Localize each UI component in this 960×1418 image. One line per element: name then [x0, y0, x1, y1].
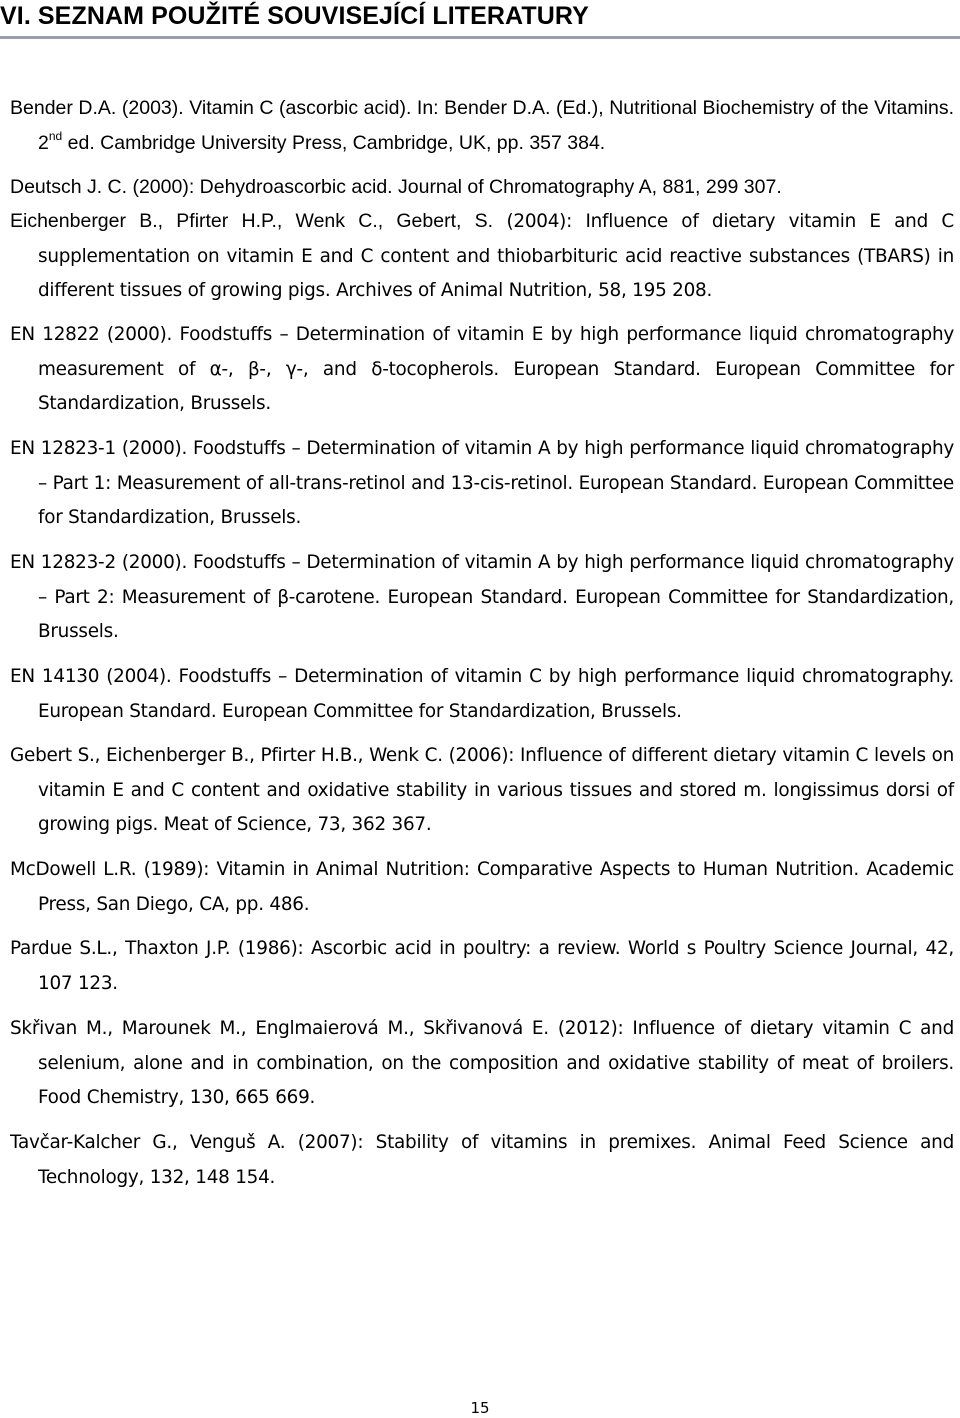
reference-pardue: Pardue S.L., Thaxton J.P. (1986): Ascorbic acid in poultry: a review. World s Poultry Science Journal, 42, 107 123. [10, 938, 954, 994]
page-heading: VI. SEZNAM POUŽITÉ SOUVISEJÍCÍ LITERATURY [0, 2, 589, 30]
reference-gebert: Gebert S., Eichenberger B., Pfirter H.B., Wenk C. (2006): Influence of different dietary vitamin C levels on vitamin E and C content and oxidative stability in various tissues and stored m. longissimus dorsi of growing pigs. Meat of Science, 73, 362 367. [10, 745, 954, 835]
reference-en12823-1: EN 12823-1 (2000). Foodstuffs – Determination of vitamin A by high performance liquid chromatography – Part 1: Measurement of all-trans-retinol and 13-cis-retinol. European Standard. European Committee for Standardization, Brussels. [10, 438, 954, 528]
reference-eichenberger-authors: Eichenberger B., Pfirter H.P., Wenk C., Gebert, S. [10, 210, 494, 232]
reference-bender [10, 91, 954, 160]
ordinal-suffix: nd [48, 128, 63, 143]
page-number: 15 [470, 1399, 490, 1417]
reference-skrivan: Skřivan M., Marounek M., Englmaierová M., Skřivanová E. (2012): Influence of dietary vitamin C and selenium, alone and in combination, on the composition and oxidative stability of meat of broilers. Food Chemistry, 130, 665 669. [10, 1018, 954, 1108]
reference-mcdowell: McDowell L.R. (1989): Vitamin in Animal Nutrition: Comparative Aspects to Human Nutrition. Academic Press, San Diego, CA, pp. 486. [10, 859, 954, 915]
reference-bender-text: Bender D.A. (2003). Vitamin C (ascorbic acid). In: Bender D.A. (Ed.), Nutritional Biochemistry of the Vitamins. 2 [10, 97, 954, 154]
reference-en12822: EN 12822 (2000). Foodstuffs – Determination of vitamin E by high performance liquid chromatography measurement of α-, β-, γ-, and δ-tocopherols. European Standard. European Committee for Standardization, Brussels. [10, 324, 954, 414]
reference-bender-text-end: ed. Cambridge University Press, Cambridge, UK, pp. 357 384. [62, 131, 606, 154]
reference-tavcar: Tavčar-Kalcher G., Venguš A. (2007): Stability of vitamins in premixes. Animal Feed Science and Technology, 132, 148 154. [10, 1132, 954, 1188]
reference-en12823-2: EN 12823-2 (2000). Foodstuffs – Determination of vitamin A by high performance liquid chromatography – Part 2: Measurement of β-carotene. European Standard. European Committee for Standardization, Brussels. [10, 552, 954, 642]
heading-rule [0, 36, 960, 39]
reference-deutsch: Deutsch J. C. (2000): Dehydroascorbic acid. Journal of Chromatography A, 881, 299 307. [10, 176, 782, 198]
reference-eichenberger-text: (2004): Influence of dietary vitamin E and C supplementation on vitamin E and C content and thiobarbituric acid reactive substances (TBARS) in different tissues of growing pigs. Archives of Animal Nutrition, 58, 195 208. [38, 211, 954, 301]
reference-en14130: EN 14130 (2004). Foodstuffs – Determination of vitamin C by high performance liquid chromatography. European Standard. European Committee for Standardization, Brussels. [10, 666, 954, 722]
reference-eichenberger [10, 204, 954, 309]
